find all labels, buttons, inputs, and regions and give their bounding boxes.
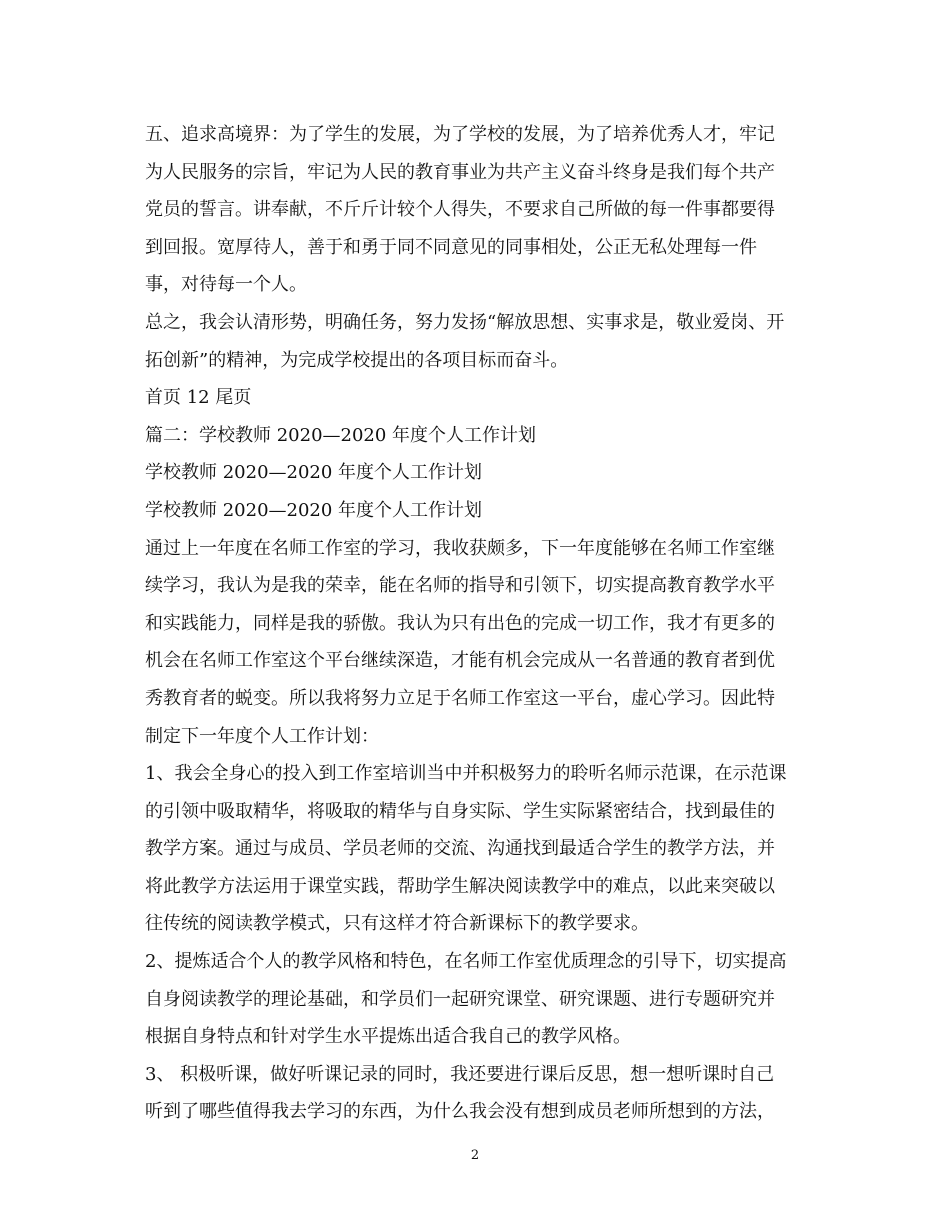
text-line: 总之，我会认清形势，明确任务，努力发扬“解放思想、实事求是，敬业爱岗、开 [145,311,785,333]
text-line: 1、我会全身心的投入到工作室培训当中并积极努力的聆听名师示范课，在示范课 [145,763,787,785]
text-line: 听到了哪些值得我去学习的东西，为什么我会没有想到成员老师所想到的方法， [145,1101,775,1123]
text-line: 为人民服务的宗旨，牢记为人民的教育事业为共产主义奋斗终身是我们每个共产 [145,161,775,183]
text-line: 3、 积极听课，做好听课记录的同时，我还要进行课后反思，想一想听课时自己 [145,1063,775,1085]
text-line: 通过上一年度在名师工作室的学习，我收获颇多，下一年度能够在名师工作室继 [145,537,775,559]
text-line: 事，对待每一个人。 [145,274,307,296]
document-title: 学校教师 2020—2020 年度个人工作计划 [145,499,483,521]
page-number: 2 [470,1148,480,1163]
text-line: 将此教学方法运用于课堂实践，帮助学生解决阅读教学中的难点，以此来突破以 [145,875,775,897]
text-line: 根据自身特点和针对学生水平提炼出适合我自己的教学风格。 [145,1026,631,1048]
text-line: 续学习，我认为是我的荣幸，能在名师的指导和引领下，切实提高教育教学水平 [145,575,775,597]
pagination-text: 首页 12 尾页 [145,387,252,409]
text-line: 2、提炼适合个人的教学风格和特色，在名师工作室优质理念的引导下，切实提高 [145,951,787,973]
text-line: 教学方案。通过与成员、学员老师的交流、沟通找到最适合学生的教学方法，并 [145,838,775,860]
text-line: 的引领中吸取精华，将吸取的精华与自身实际、学生实际紧密结合，找到最佳的 [145,800,775,822]
text-line: 和实践能力，同样是我的骄傲。我认为只有出色的完成一切工作，我才有更多的 [145,612,775,634]
document-title: 学校教师 2020—2020 年度个人工作计划 [145,462,483,484]
text-line: 自身阅读教学的理论基础，和学员们一起研究课堂、研究课题、进行专题研究并 [145,988,775,1010]
text-line: 拓创新”的精神，为完成学校提出的各项目标而奋斗。 [145,349,569,371]
document-body [145,116,817,1131]
text-line: 秀教育者的蜕变。所以我将努力立足于名师工作室这一平台，虚心学习。因此特 [145,687,775,709]
section-title: 篇二：学校教师 2020—2020 年度个人工作计划 [145,424,537,446]
text-line: 机会在名师工作室这个平台继续深造，才能有机会完成从一名普通的教育者到优 [145,650,775,672]
text-line: 党员的誓言。讲奉献，不斤斤计较个人得失，不要求自己所做的每一件事都要得 [145,199,775,221]
text-line: 五、追求高境界：为了学生的发展，为了学校的发展，为了培养优秀人才，牢记 [145,124,775,145]
text-line: 制定下一年度个人工作计划： [145,725,379,747]
text-line: 到回报。宽厚待人，善于和勇于同不同意见的同事相处，公正无私处理每一件 [145,236,757,258]
text-line: 往传统的阅读教学模式，只有这样才符合新课标下的教学要求。 [145,913,649,935]
